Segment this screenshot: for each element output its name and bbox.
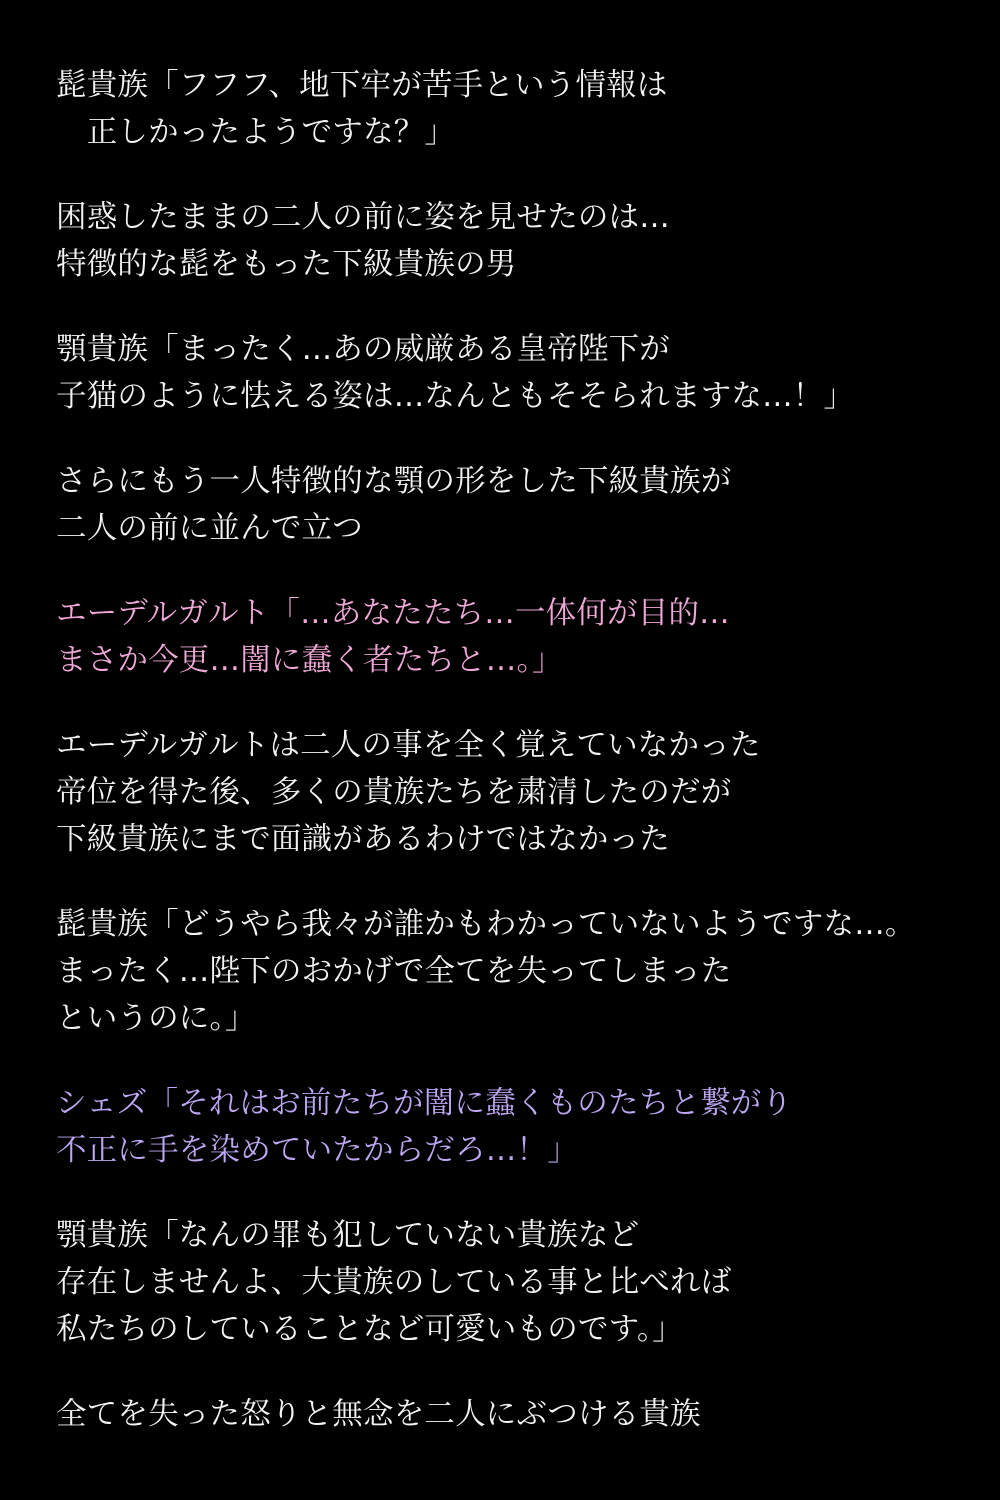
dialogue-line: 全てを失った怒りと無念を二人にぶつける貴族 <box>56 1397 701 1432</box>
dialogue-block <box>56 194 944 288</box>
dialogue-line: 二人の前に並んで立つ <box>56 511 363 546</box>
dialogue-block <box>56 1080 944 1174</box>
dialogue-line: 私たちのしていることなど可愛いものです。」 <box>56 1312 684 1347</box>
dialogue-line: 帝位を得た後、多くの貴族たちを粛清したのだが <box>56 775 732 810</box>
dialogue-line: 困惑したままの二人の前に姿を見せたのは… <box>56 200 670 235</box>
dialogue-block <box>56 62 944 156</box>
dialogue-line: というのに。」 <box>56 1001 256 1036</box>
dialogue-script <box>56 62 944 1438</box>
dialogue-line: 顎貴族「まったく…あの威厳ある皇帝陛下が <box>56 332 670 367</box>
dialogue-block <box>56 1212 944 1353</box>
dialogue-line: 存在しませんよ、大貴族のしている事と比べれば <box>56 1265 732 1300</box>
dialogue-line: シェズ「それはお前たちが闇に蠢くものたちと繋がり <box>56 1086 793 1121</box>
dialogue-block <box>56 326 944 420</box>
dialogue-block <box>56 722 944 863</box>
dialogue-line: 子猫のように怯える姿は…なんともそそられますな…！」 <box>56 379 855 414</box>
dialogue-block <box>56 590 944 684</box>
dialogue-line: 特徴的な髭をもった下級貴族の男 <box>56 247 517 282</box>
dialogue-line: まったく…陛下のおかげで全てを失ってしまった <box>56 954 732 989</box>
dialogue-line: さらにもう一人特徴的な顎の形をした下級貴族が <box>56 464 732 499</box>
dialogue-line: 髭貴族「どうやら我々が誰かもわかっていないようですな…。 <box>56 907 916 942</box>
dialogue-block <box>56 901 944 1042</box>
dialogue-line: まさか今更…闇に蠢く者たちと…。」 <box>56 643 563 678</box>
dialogue-block <box>56 458 944 552</box>
dialogue-line: 顎貴族「なんの罪も犯していない貴族など <box>56 1218 640 1253</box>
dialogue-line: エーデルガルトは二人の事を全く覚えていなかった <box>56 728 761 763</box>
dialogue-line: 下級貴族にまで面識があるわけではなかった <box>56 822 670 857</box>
dialogue-line: 髭貴族「フフフ、地下牢が苦手という情報は <box>56 68 668 103</box>
dialogue-line: 不正に手を染めていたからだろ…！」 <box>56 1133 578 1168</box>
dialogue-block <box>56 1391 944 1438</box>
dialogue-line: エーデルガルト「…あなたたち…一体何が目的… <box>56 596 730 631</box>
dialogue-line: 正しかったようですな？」 <box>56 115 456 150</box>
